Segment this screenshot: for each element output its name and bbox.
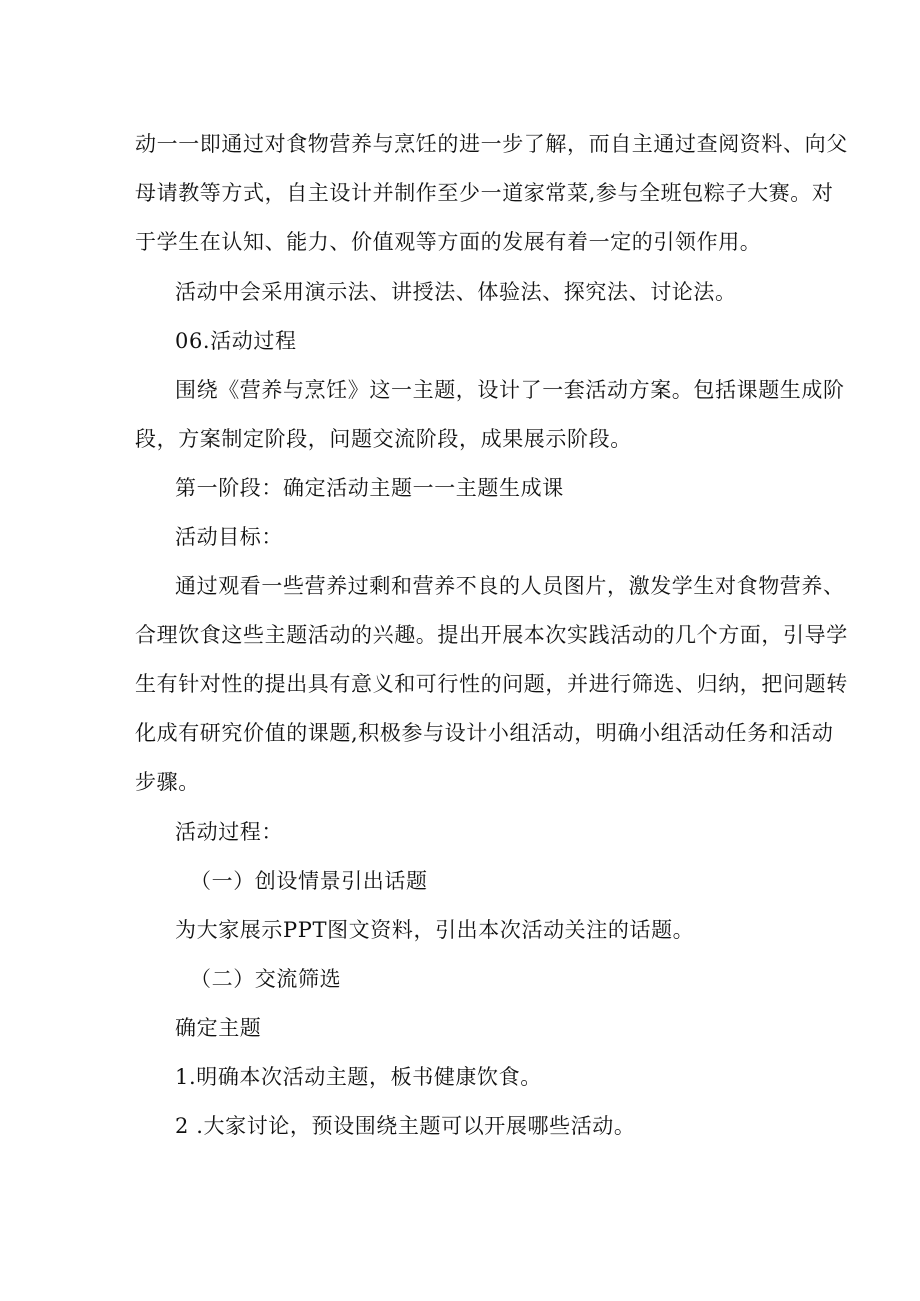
step-2-title: （二）交流筛选 [190,967,342,991]
paragraph-3-line-4: 化成有研究价值的课题,积极参与设计小组活动，明确小组活动任务和活动 [135,721,834,745]
paragraph-3-line-3: 生有针对性的提出具有意义和可行性的问题，并进行筛选、归纳，把问题转 [135,672,848,696]
list-item-1: 1.明确本次活动主题，板书健康饮食。 [175,1065,542,1089]
section-06-heading: 06.活动过程 [175,329,297,353]
paragraph-3-line-1: 通过观看一些营养过剩和营养不良的人员图片，激发学生对食物营养、 [175,574,845,598]
list-item-2: 2 .大家讨论，预设围绕主题可以开展哪些活动。 [175,1114,636,1138]
paragraph-1-line-1: 动一一即通过对食物营养与烹饪的进一步了解，而自主通过查阅资料、向父 [135,132,848,156]
step-1-title: （一）创设情景引出话题 [190,869,428,893]
paragraph-3-line-5: 步骤。 [135,770,200,794]
paragraph-2-line-2: 段，方案制定阶段，问题交流阶段，成果展示阶段。 [135,427,632,451]
process-label: 活动过程： [175,820,283,844]
paragraph-1-line-3: 于学生在认知、能力、价值观等方面的发展有着一定的引领作用。 [135,230,762,254]
step-1-text: 为大家展示PPT图文资料，引出本次活动关注的话题。 [175,918,695,942]
methods-line: 活动中会采用演示法、讲授法、体验法、探究法、讨论法。 [175,280,737,304]
stage-1-heading: 第一阶段：确定活动主题一一主题生成课 [175,476,564,500]
goal-label: 活动目标： [175,525,283,549]
confirm-topic-label: 确定主题 [175,1016,262,1040]
paragraph-2-line-1: 围绕《营养与烹饪》这一主题，设计了一套活动方案。包括课题生成阶 [175,378,845,402]
paragraph-3-line-2: 合理饮食这些主题活动的兴趣。提出开展本次实践活动的几个方面，引导学 [135,623,848,647]
paragraph-1-line-2: 母请教等方式，自主设计并制作至少一道家常菜,参与全班包粽子大赛。对 [135,181,834,205]
